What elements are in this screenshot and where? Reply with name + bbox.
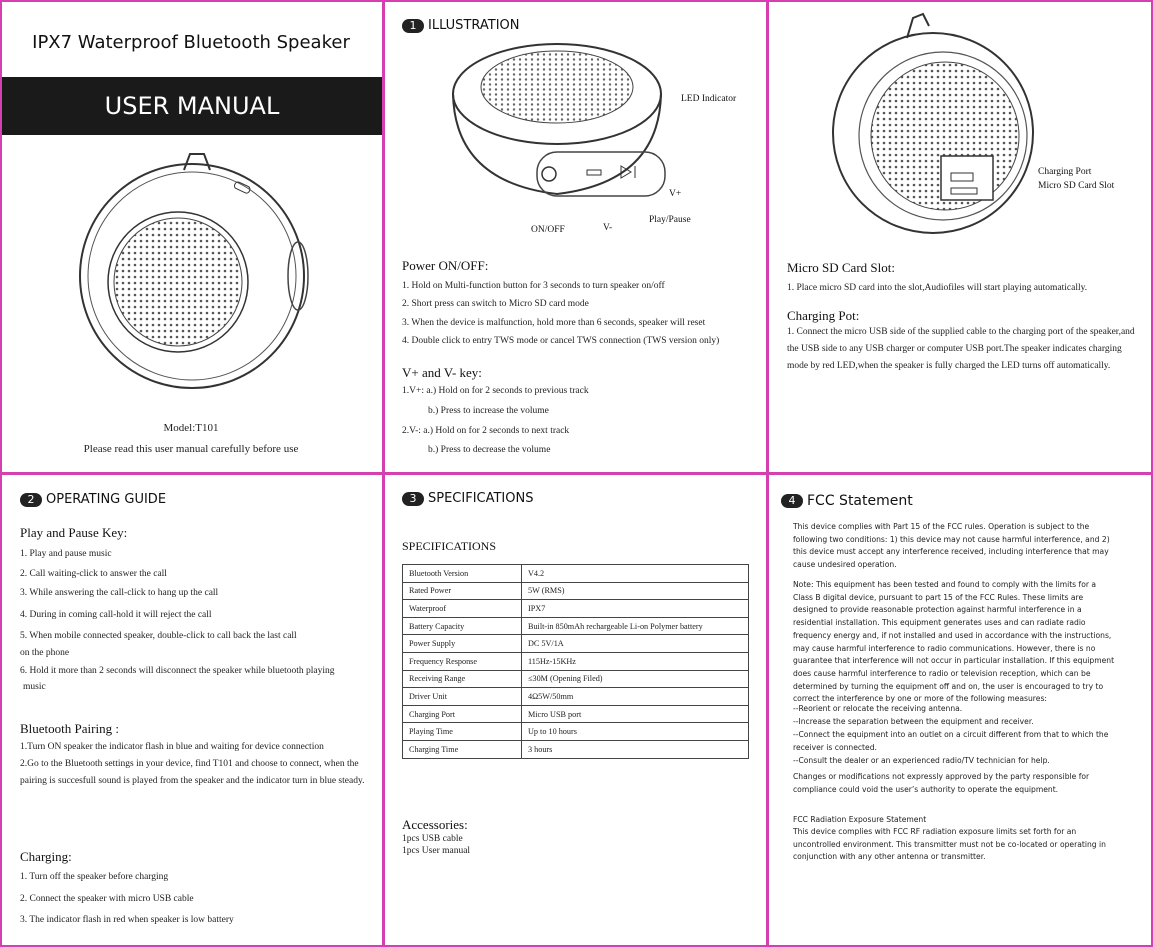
power-item-3: 3. When the device is malfunction, hold more than 6 seconds, speaker will reset — [402, 318, 706, 328]
volume-item-4: b.) Press to decrease the volume — [428, 445, 551, 455]
pairing-item-2: 2.Go to the Bluetooth settings in your device, find T101 and choose to connect, when the pairing is succesfull sound is played from the speaker and the indicator turn in blue steady. — [20, 759, 365, 786]
spec-value: 5W (RMS) — [522, 582, 749, 600]
specs-subheading: SPECIFICATIONS — [402, 539, 497, 553]
charging-pot-heading: Charging Pot: — [787, 308, 860, 323]
accessories-heading: Accessories: — [402, 817, 468, 832]
spec-value: Built-in 850mAh rechargeable Li-on Polymer battery — [522, 617, 749, 635]
spec-row — [403, 740, 749, 758]
spec-row — [403, 635, 749, 653]
speaker-front-drawing — [72, 148, 312, 418]
spec-label: Charging Port — [403, 705, 522, 723]
playpause-label: Play/Pause — [649, 215, 691, 225]
spec-label: Waterproof — [403, 600, 522, 618]
sd-slot-label: Micro SD Card Slot — [1038, 181, 1115, 191]
fcc-heading — [781, 493, 913, 509]
spec-label: Receiving Range — [403, 670, 522, 688]
spec-row — [403, 617, 749, 635]
sd-text: 1. Place micro SD card into the slot,Audiofiles will start playing automatically. — [787, 283, 1088, 293]
speaker-back-drawing — [821, 8, 1051, 238]
section-title: SPECIFICATIONS — [428, 491, 534, 506]
power-item-2: 2. Short press can switch to Micro SD card mode — [402, 299, 589, 309]
fcc-measure: --Connect the equipment into an outlet on a circuit different from that to which the receiver is connected. — [793, 730, 1109, 752]
illustration-panel — [385, 0, 766, 472]
play-item: on the phone — [20, 648, 70, 658]
section-number-badge: 1 — [402, 19, 424, 33]
fcc-measure: --Increase the separation between the equipment and receiver. — [793, 717, 1034, 726]
spec-row — [403, 565, 749, 583]
play-item: music — [23, 682, 46, 692]
spec-row — [403, 652, 749, 670]
vplus-label: V+ — [669, 189, 682, 199]
fcc-measure: --Reorient or relocate the receiving antenna. — [793, 704, 963, 713]
operating-heading — [20, 492, 166, 507]
spec-value: ≤30M (Opening Filed) — [522, 670, 749, 688]
spec-row — [403, 688, 749, 706]
pairing-heading: Bluetooth Pairing : — [20, 721, 119, 736]
spec-label: Frequency Response — [403, 652, 522, 670]
play-item: 1. Play and pause music — [20, 549, 112, 559]
spec-label: Driver Unit — [403, 688, 522, 706]
fcc-paragraph-3: Changes or modifications not expressly approved by the party responsible for compliance could void the user’s authority to operate the equipment. — [793, 772, 1090, 794]
charging-item: 1. Turn off the speaker before charging — [20, 872, 169, 882]
read-note: Please read this user manual carefully before use — [83, 443, 299, 455]
spec-value: 115Hz-15KHz — [522, 652, 749, 670]
volume-item-2: b.) Press to increase the volume — [428, 406, 549, 416]
spec-value: 4Ω5W/50mm — [522, 688, 749, 706]
led-label: LED Indicator — [681, 94, 737, 104]
specs-panel — [385, 475, 766, 947]
section-title: OPERATING GUIDE — [46, 492, 167, 507]
play-item: 5. When mobile connected speaker, double-click to call back the last call — [20, 631, 297, 641]
charging-item: 3. The indicator flash in red when speaker is low battery — [20, 915, 234, 925]
spec-label: Playing Time — [403, 723, 522, 741]
volume-item-1: 1.V+: a.) Hold on for 2 seconds to previous track — [402, 386, 589, 396]
spec-row — [403, 723, 749, 741]
play-item: 6. Hold it more than 2 seconds will disconnect the speaker while bluetooth playing — [20, 666, 335, 676]
section-title: FCC Statement — [807, 493, 913, 509]
spec-value: DC 5V/1A — [522, 635, 749, 653]
back-panel — [769, 0, 1153, 472]
spec-value: IPX7 — [522, 600, 749, 618]
speaker-side-drawing — [445, 32, 675, 232]
spec-label: Bluetooth Version — [403, 565, 522, 583]
section-number-badge: 3 — [402, 492, 424, 506]
spec-row — [403, 582, 749, 600]
spec-value: Micro USB port — [522, 705, 749, 723]
illustration-heading — [402, 18, 520, 33]
play-item: 3. While answering the call-click to hang up the call — [20, 588, 219, 598]
power-item-1: 1. Hold on Multi-function button for 3 seconds to turn speaker on/off — [402, 281, 665, 291]
cover-panel — [0, 0, 382, 472]
fcc-panel — [769, 475, 1153, 947]
cover-title: IPX7 Waterproof Bluetooth Speaker — [32, 32, 350, 53]
model-text: Model:T101 — [163, 422, 219, 434]
spec-value: V4.2 — [522, 565, 749, 583]
specs-table — [402, 564, 749, 759]
power-item-4: 4. Double click to entry TWS mode or cancel TWS connection (TWS version only) — [402, 336, 720, 346]
spec-label: Power Supply — [403, 635, 522, 653]
play-item: 2. Call waiting-click to answer the call — [20, 569, 167, 579]
spec-row — [403, 670, 749, 688]
spec-row — [403, 600, 749, 618]
spec-row — [403, 705, 749, 723]
play-heading: Play and Pause Key: — [20, 525, 128, 540]
onoff-label: ON/OFF — [531, 225, 565, 235]
vminus-label: V- — [603, 223, 613, 233]
volume-heading: V+ and V- key: — [402, 365, 482, 380]
operating-panel — [0, 475, 382, 947]
fcc-paragraph-2: Note: This equipment has been tested and found to comply with the limits for a Class B digital device, pursuant to part 15 of the FCC Rules. These limits are designed to provide reasonable protection against harmful interference in a residential installation. This equipment generates uses and can radiate radio frequency energy and, if not installed and used in accordance with the instructions, may cause harmful interference to radio communications. However, there is no guarantee that interference will not occur in particular installation. If this equipment does cause harmful interference to radio or television reception, which can be determined by turning the equipment off and on, the user is encouraged to try to correct the interference by one or more of the following measures: — [793, 580, 1115, 704]
volume-item-3: 2.V-: a.) Hold on for 2 seconds to next track — [402, 426, 570, 436]
fcc-measure: --Consult the dealer or an experienced radio/TV technician for help. — [793, 756, 1050, 765]
fcc-rf-heading: FCC Radiation Exposure Statement — [793, 815, 927, 824]
section-title: ILLUSTRATION — [428, 18, 520, 33]
play-item: 4. During in coming call-hold it will reject the call — [20, 610, 212, 620]
fcc-rf-text: This device complies with FCC RF radiation exposure limits set forth for an uncontrolled environment. This transmitter must not be co-located or operating in conjunction with any other antenna or transmitter. — [793, 827, 1106, 862]
sd-heading: Micro SD Card Slot: — [787, 260, 895, 275]
charging-port-label: Charging Port — [1038, 167, 1092, 177]
spec-label: Charging Time — [403, 740, 522, 758]
accessory-item: 1pcs User manual — [402, 846, 471, 856]
spec-value: Up to 10 hours — [522, 723, 749, 741]
charging-pot-text: 1. Connect the micro USB side of the supplied cable to the charging port of the speaker,and the USB side to any USB charger or computer USB port.The speaker indicates charging mode by red LED,when the speaker is fully charged the LED turns off automatically. — [787, 327, 1135, 371]
specs-heading — [402, 491, 533, 506]
pairing-item-1: 1.Turn ON speaker the indicator flash in blue and waiting for device connection — [20, 742, 324, 752]
banner-text: USER MANUAL — [104, 92, 280, 120]
accessory-item: 1pcs USB cable — [402, 834, 463, 844]
fcc-paragraph-1: This device complies with Part 15 of the FCC rules. Operation is subject to the following two conditions: 1) this device may not cause harmful interference, and 2) this device must accept any interference received, including interference that may cause undesired operation. — [793, 522, 1110, 570]
section-number-badge: 4 — [781, 494, 803, 508]
spec-label: Rated Power — [403, 582, 522, 600]
cover-banner — [2, 77, 382, 135]
spec-label: Battery Capacity — [403, 617, 522, 635]
spec-value: 3 hours — [522, 740, 749, 758]
charging-item: 2. Connect the speaker with micro USB cable — [20, 894, 194, 904]
section-number-badge: 2 — [20, 493, 42, 507]
charging-heading: Charging: — [20, 849, 72, 864]
power-heading: Power ON/OFF: — [402, 258, 489, 273]
